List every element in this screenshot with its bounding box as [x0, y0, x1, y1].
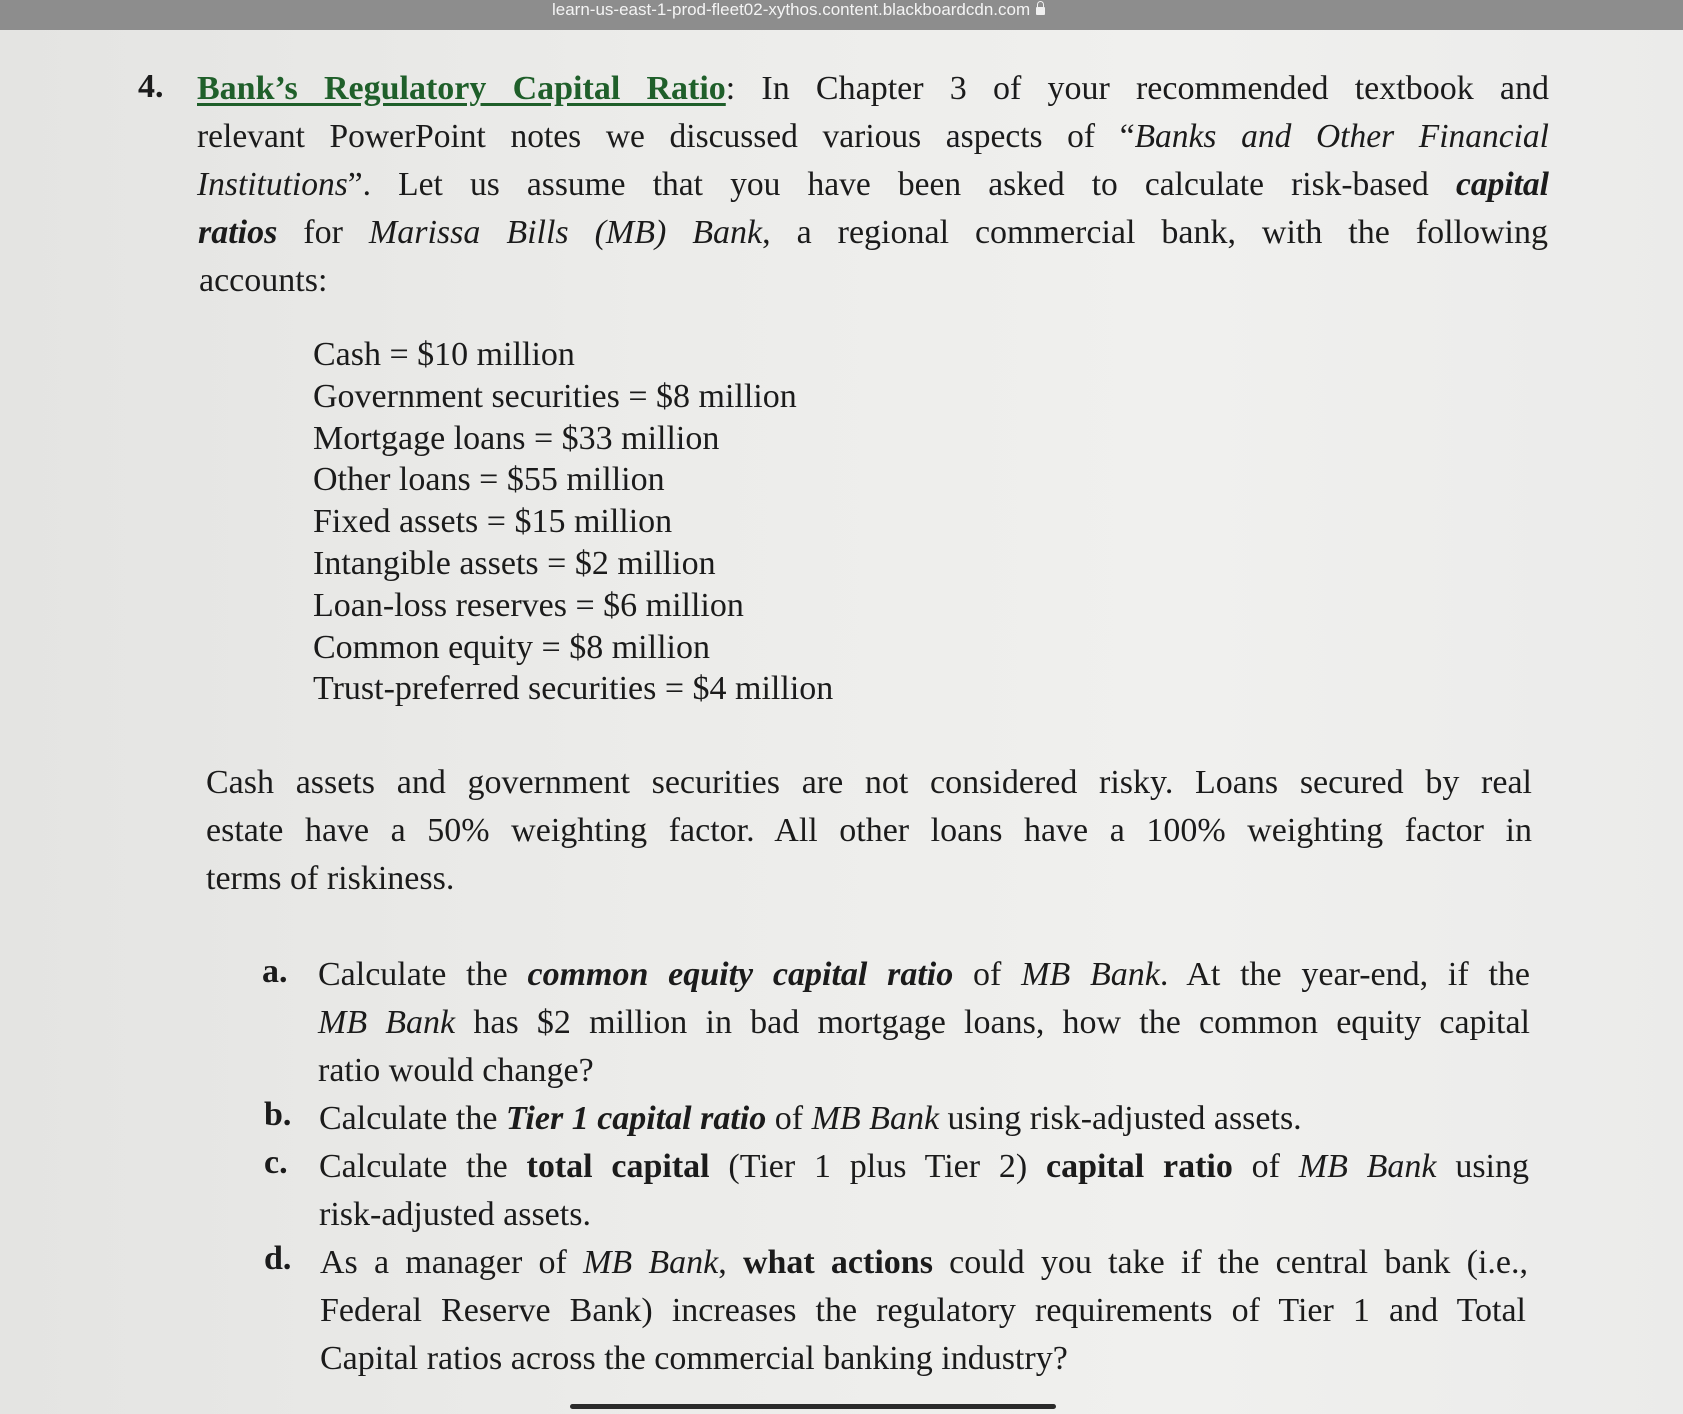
document-page [0, 30, 1683, 1414]
url-label: learn-us-east-1-prod-fleet02-xythos.content.blackboardcdn.com [552, 0, 1031, 19]
part-d-line-3: Capital ratios across the commercial banking industry? [320, 1340, 1068, 1377]
part-b-line-1: Calculate the Tier 1 capital ratio of MB Bank using risk-adjusted assets. [319, 1100, 1302, 1137]
intro-line-1: Bank’s Regulatory Capital Ratio: In Chapter 3 of your recommended textbook and [197, 70, 1549, 107]
risk-line-3: terms of riskiness. [206, 860, 455, 897]
part-a-line-1: Calculate the common equity capital ratio of MB Bank. At the year-end, if the [318, 956, 1530, 993]
account-other-loans: Other loans = $55 million [313, 461, 665, 498]
part-c-label: c. [264, 1144, 288, 1181]
account-trust-preferred-securities: Trust-preferred securities = $4 million [313, 670, 834, 707]
part-d-line-1: As a manager of MB Bank, what actions could you take if the central bank (i.e., [320, 1244, 1528, 1281]
question-number: 4. [138, 68, 164, 105]
part-c-line-1: Calculate the total capital (Tier 1 plus Tier 2) capital ratio of MB Bank using [319, 1148, 1530, 1185]
account-intangible-assets: Intangible assets = $2 million [313, 545, 716, 582]
account-fixed-assets: Fixed assets = $15 million [313, 503, 673, 540]
risk-line-2: estate have a 50% weighting factor. All other loans have a 100% weighting factor in [206, 812, 1532, 849]
account-cash: Cash = $10 million [313, 336, 575, 373]
account-loan-loss-reserves: Loan-loss reserves = $6 million [313, 587, 744, 624]
browser-url-bar[interactable] [0, 0, 1683, 30]
risk-line-1: Cash assets and government securities are not considered risky. Loans secured by real [206, 764, 1532, 801]
account-mortgage-loans: Mortgage loans = $33 million [313, 420, 720, 457]
part-a-line-3: ratio would change? [318, 1052, 594, 1089]
account-government-securities: Government securities = $8 million [313, 378, 797, 415]
part-a-label: a. [262, 953, 288, 990]
part-c-line-2: risk-adjusted assets. [319, 1196, 591, 1233]
question-title: Bank’s Regulatory Capital Ratio [197, 70, 726, 107]
home-indicator-bar[interactable] [570, 1404, 1056, 1409]
lock-icon [1036, 7, 1045, 15]
intro-line-4: ratios for Marissa Bills (MB) Bank, a regional commercial bank, with the following [198, 214, 1548, 251]
intro-line-2: relevant PowerPoint notes we discussed various aspects of “Banks and Other Financial [197, 118, 1549, 155]
part-d-line-2: Federal Reserve Bank) increases the regulatory requirements of Tier 1 and Total [320, 1292, 1526, 1329]
part-b-label: b. [264, 1096, 292, 1133]
account-common-equity: Common equity = $8 million [313, 629, 710, 666]
part-d-label: d. [264, 1240, 292, 1277]
part-a-line-2: MB Bank has $2 million in bad mortgage loans, how the common equity capital [318, 1004, 1530, 1041]
intro-line-5: accounts: [199, 262, 328, 299]
intro-line-3: Institutions”. Let us assume that you have been asked to calculate risk-based capital [197, 166, 1549, 203]
url-text[interactable] [552, 0, 1045, 20]
